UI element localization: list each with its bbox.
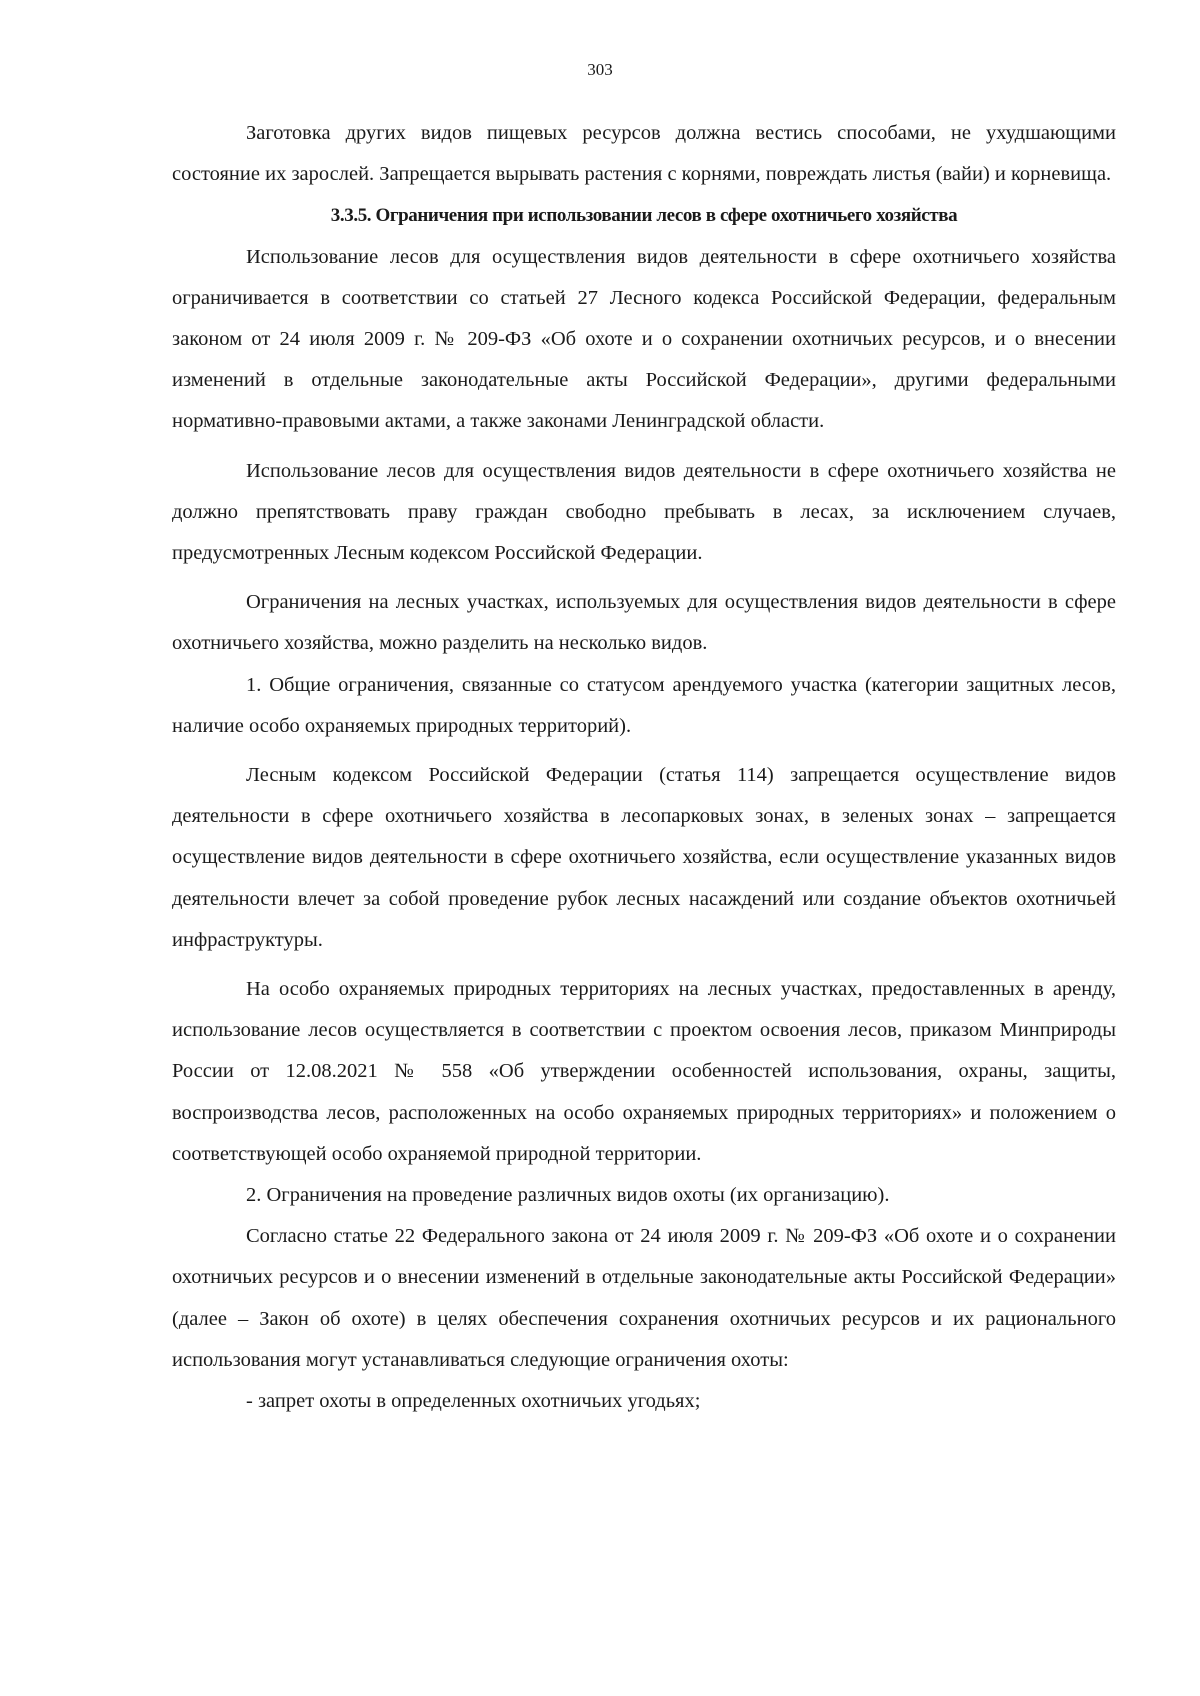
page-body (172, 113, 1116, 1422)
paragraph-free-access: Использование лесов для осуществления видов деятельности в сфере охотничьего хозяйства не должно препятствовать праву граждан свободно пребывать в лесах, за исключением случаев, предусмотренных Лесным кодексом Российской Федерации. (172, 459, 1116, 565)
paragraph-food-resources: Заготовка других видов пищевых ресурсов должна вестись способами, не ухудшающими состояние их зарослей. Запрещается вырывать растения с корнями, повреждать листья (вайи) и корневища. (172, 122, 1116, 186)
paragraph-restriction-types: Ограничения на лесных участках, используемых для осуществления видов деятельности в сфере охотничьего хозяйства, можно разделить на несколько видов. (172, 591, 1116, 655)
list-item-hunting-ban: - запрет охоты в определенных охотничьих угодьях; (246, 1390, 701, 1413)
page-number: 303 (587, 60, 613, 79)
paragraph-protected-areas: На особо охраняемых природных территориях на лесных участках, предоставленных в аренду, использование лесов осуществляется в соответствии с проектом освоения лесов, приказом Минприроды России от 12.08.2021 № 558 «Об утверждении особенностей использования, охраны, защиты, воспроизводства лесов, расположенных на особо охраняемых природных территориях» и положением о соответствующей особо охраняемой природной территории. (172, 978, 1116, 1165)
section-heading: 3.3.5. Ограничения при использовании лесов в сфере охотничьего хозяйства (330, 205, 958, 227)
paragraph-hunting-restrictions: 2. Ограничения на проведение различных видов охоты (их организацию). (246, 1184, 890, 1207)
paragraph-forest-code-114: Лесным кодексом Российской Федерации (статья 114) запрещается осуществление видов деятельности в сфере охотничьего хозяйства в лесопарковых зонах, в зеленых зонах – запрещается осуществление видов деятельности в сфере охотничьего хозяйства, если осуществление указанных видов деятельности влечет за собой проведение рубок лесных насаждений или создание объектов охотничьей инфраструктуры. (172, 764, 1116, 951)
paragraph-hunting-forest-use: Использование лесов для осуществления видов деятельности в сфере охотничьего хозяйства ограничивается в соответствии со статьей 27 Лесного кодекса Российской Федерации, федеральным законом от 24 июля 2009 г. № 209-ФЗ «Об охоте и о сохранении охотничьих ресурсов, и о внесении изменений в отдельные законодательные акты Российской Федерации», другими федеральными нормативно-правовыми актами, а также законами Ленинградской области. (172, 245, 1116, 433)
paragraph-article-22: Согласно статье 22 Федерального закона от 24 июля 2009 г. № 209-ФЗ «Об охоте и о сохранении охотничьих ресурсов и о внесении изменений в отдельные законодательные акты Российской Федерации» (далее – Закон об охоте) в целях обеспечения сохранения охотничьих ресурсов и их рационального использования могут устанавливаться следующие ограничения охоты: (172, 1225, 1116, 1371)
paragraph-general-restrictions: 1. Общие ограничения, связанные со статусом арендуемого участка (категории защитных лесов, наличие особо охраняемых природных территорий). (172, 673, 1116, 737)
